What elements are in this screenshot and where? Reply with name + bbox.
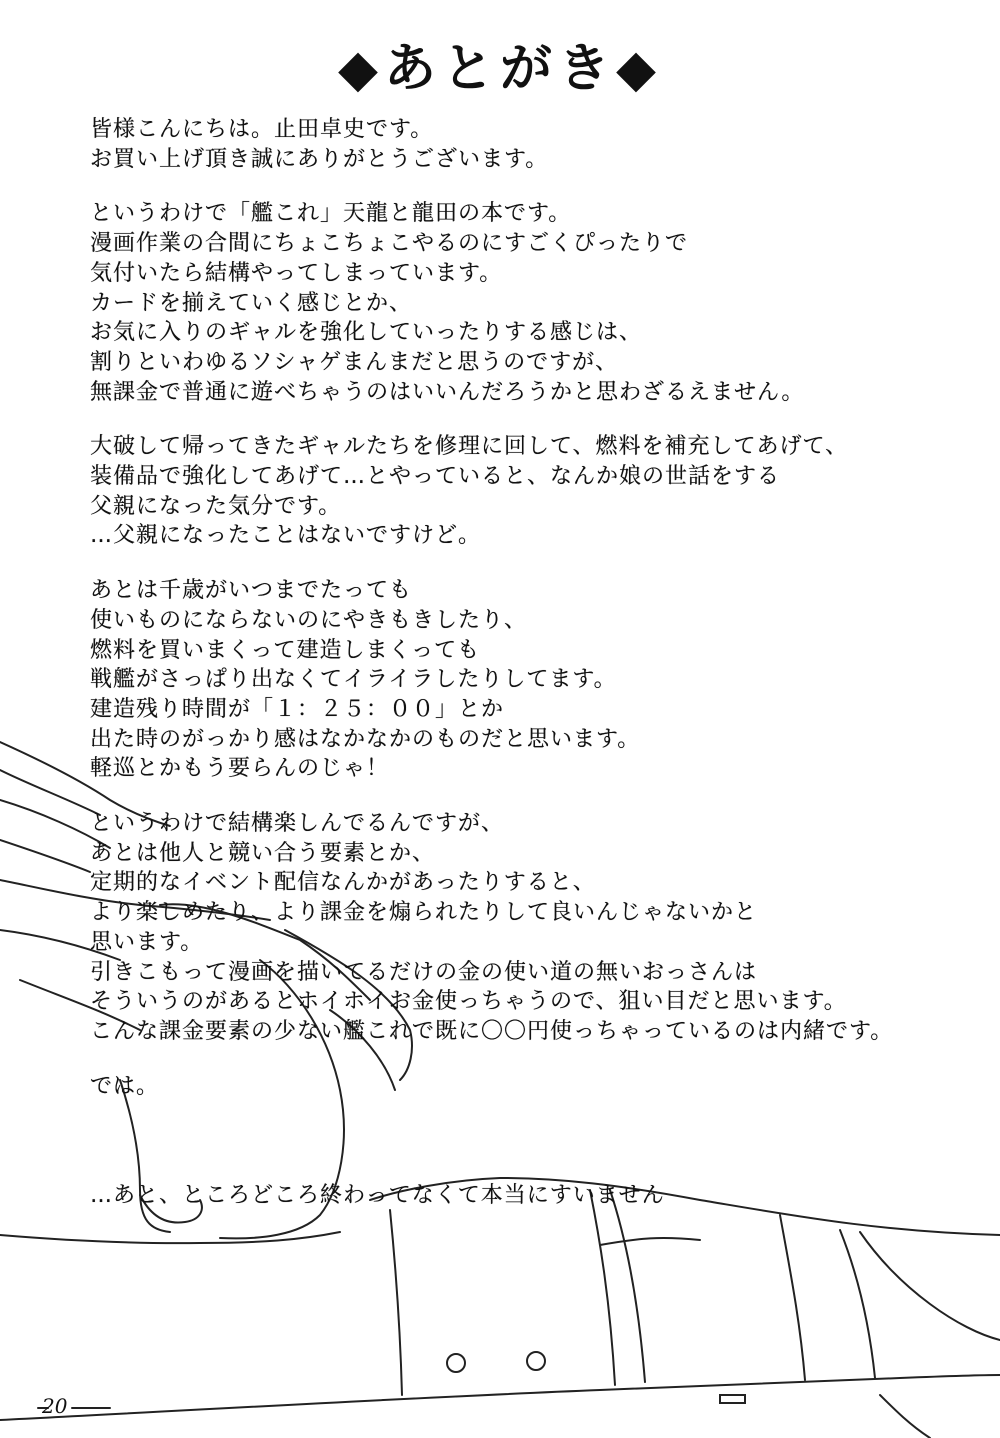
text-line: あとは他人と競い合う要素とか、 <box>90 840 436 866</box>
paragraph-kancolle <box>90 199 970 407</box>
text-line: というわけで結構楽しんでるんですが、 <box>90 811 505 837</box>
text-line: あとは千歳がいつまでたっても <box>90 578 413 604</box>
blank-line <box>90 1126 970 1156</box>
text-line: 定期的なイベント配信なんかがあったりすると、 <box>90 870 596 896</box>
text-line: 引きこもって漫画を描いてるだけの金の使い道の無いおっさんは <box>90 959 758 985</box>
text-line: お買い上げ頂き誠にありがとうございます。 <box>90 146 549 172</box>
text-line: 使いものにならないのにやきもきしたり、 <box>90 607 528 633</box>
paragraph-apology <box>90 1181 970 1211</box>
text-line: 軽巡とかもう要らんのじゃ！ <box>90 756 390 782</box>
text-line: 皆様こんにちは。止田卓史です。 <box>90 117 434 142</box>
text-line: 気付いたら結構やってしまっています。 <box>90 260 503 286</box>
paragraph-construction <box>90 576 970 784</box>
text-line: 父親になった気分です。 <box>90 493 342 519</box>
text-line: より楽しめたり、より課金を煽られたりして良いんじゃないかと <box>90 900 758 926</box>
text-line: カードを揃えていく感じとか、 <box>90 290 413 316</box>
text-line: 漫画作業の合間にちょこちょこやるのにすごくぴったりで <box>90 231 689 257</box>
text-line: 思います。 <box>90 929 204 955</box>
text-line: 出た時のがっかり感はなかなかのものだと思います。 <box>90 726 641 752</box>
text-line: 無課金で普通に遊べちゃうのはいいんだろうかと思わざるえません。 <box>90 379 805 405</box>
paragraph-greeting <box>90 115 970 174</box>
text-line: こんな課金要素の少ない艦これで既に〇〇円使っちゃっているのは内緒です。 <box>90 1018 894 1044</box>
paragraph-spacer <box>90 1126 970 1156</box>
text-line: 燃料を買いまくって建造しまくっても <box>90 637 481 663</box>
paragraph-father <box>90 432 970 551</box>
text-line: …あと、ところどころ終わってなくて本当にすいません <box>90 1183 665 1209</box>
text-line: …父親になったことはないですけど。 <box>90 523 482 549</box>
text-line: 装備品で強化してあげて…とやっていると、なんか娘の世話をする <box>90 464 781 490</box>
afterword-title: ◆あとがき◆ <box>338 39 662 99</box>
text-line: 戦艦がさっぱり出なくてイライラしたりしてます。 <box>90 667 617 693</box>
text-line: そういうのがあるとホイホイお金使っちゃうので、狙い目だと思います。 <box>90 989 847 1015</box>
text-line: では。 <box>90 1073 160 1099</box>
text-line: お気に入りのギャルを強化していったりする感じは、 <box>90 320 643 346</box>
page-number: 20 <box>42 1394 68 1418</box>
text-line: 建造残り時間が「１：２５：００」とか <box>90 696 505 722</box>
afterword-body <box>90 115 970 1236</box>
paragraph-closing <box>90 1072 970 1102</box>
text-line: というわけで「艦これ」天龍と龍田の本です。 <box>90 201 572 227</box>
paragraph-events <box>90 809 970 1047</box>
text-line: 大破して帰ってきたギャルたちを修理に回して、燃料を補充してあげて、 <box>90 434 849 460</box>
text-line: 割りといわゆるソシャゲまんまだと思うのですが、 <box>90 349 619 375</box>
